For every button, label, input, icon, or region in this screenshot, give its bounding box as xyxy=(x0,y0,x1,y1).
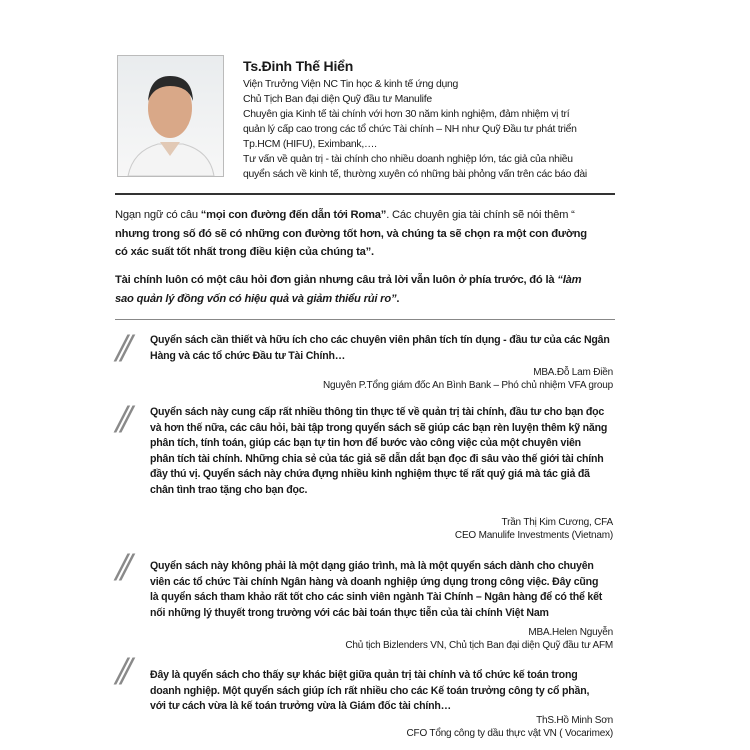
quote-attribution xyxy=(407,714,613,740)
quote-text xyxy=(150,405,615,499)
quote-line: nối những lý thuyết trong trường với các bài toán thực tiễn của tài chính Việt Nam xyxy=(150,606,549,619)
author-name: Ts.Đinh Thế Hiển xyxy=(243,58,354,74)
intro-text: Ngạn ngữ có câu xyxy=(115,209,201,221)
intro-highlight: “làm xyxy=(557,274,582,286)
divider xyxy=(115,193,615,195)
attribution-title: Nguyên P.Tổng giám đốc An Bình Bank – Phó chủ nhiệm VFA group xyxy=(322,380,613,391)
quote-attribution xyxy=(345,626,613,652)
intro-paragraph-2 xyxy=(115,271,640,308)
quote-line: chân tình trao tặng cho bạn đọc. xyxy=(150,483,308,496)
quote-line: phân tích tài chính. Những chia sẻ của tác giả sẽ dẫn dắt bạn đọc đi sâu vào thế giới tài chính xyxy=(150,452,604,465)
quote-text xyxy=(150,668,615,715)
attribution-name: Trần Thị Kim Cương, CFA xyxy=(501,517,613,528)
intro-highlight: “mọi con đường đến dẫn tới Roma” xyxy=(200,209,387,221)
intro-paragraph-1 xyxy=(115,206,640,262)
quote-line: với tư cách vừa là kế toán trưởng vừa là Giám đốc tài chính… xyxy=(150,700,452,713)
intro-highlight: sao quản lý đồng vốn có hiệu quả và giảm thiểu rủi ro” xyxy=(115,292,397,305)
quote-line: Quyển sách này không phải là một dạng giáo trình, mà là một quyển sách dành cho chuyên xyxy=(150,560,594,572)
attribution-name: MBA.Đỗ Lam Điền xyxy=(533,367,613,378)
quote-mark-icon: // xyxy=(116,396,127,441)
quote-attribution xyxy=(455,516,613,542)
quote-line: Quyển sách cần thiết và hữu ích cho các chuyên viên phân tích tín dụng - đầu tư của các Ngân xyxy=(150,334,610,346)
quote-line: viên các tổ chức Tài chính Ngân hàng và doanh nghiệp ứng dụng trong công việc. Đây cũng xyxy=(150,575,599,588)
bio-line: Viện Trưởng Viện NC Tin học & kinh tế ứng dụng xyxy=(243,79,459,90)
intro-text: Tài chính luôn có một câu hỏi đơn giản nhưng câu trả lời vẫn luôn ở phía trước, đó là xyxy=(115,274,558,286)
quote-mark-icon: // xyxy=(116,648,127,693)
intro-text: có xác suất tốt nhất trong điều kiện của chúng ta”. xyxy=(115,246,374,258)
bio-line: quản lý cấp cao trong các tổ chức Tài chính – NH như Quỹ Đầu tư phát triển xyxy=(243,124,577,135)
divider xyxy=(115,319,615,320)
intro-text: . xyxy=(396,292,400,305)
attribution-name: MBA.Helen Nguyễn xyxy=(528,627,613,638)
bio-line: Tư vấn về quản trị - tài chính cho nhiều doanh nghiệp lớn, tác giả của nhiều xyxy=(243,154,573,165)
quote-mark-icon: // xyxy=(116,544,127,589)
intro-text: nhưng trong số đó sẽ có những con đường tốt hơn, và chúng ta sẽ chọn ra một con đường xyxy=(115,227,587,240)
quote-mark-icon: // xyxy=(116,325,127,370)
author-portrait-image xyxy=(118,56,223,176)
quote-line: là quyển sách tham khảo rất tốt cho các sinh viên ngành Tài Chính – Ngân hàng để có thể kết xyxy=(150,591,603,604)
attribution-title: CEO Manulife Investments (Vietnam) xyxy=(454,530,613,541)
quote-text xyxy=(150,333,615,364)
attribution-title: CFO Tổng công ty dầu thực vật VN ( Vocarimex) xyxy=(406,728,613,739)
author-bio xyxy=(243,77,623,182)
quote-line: phân tích, tính toán, giúp các bạn tự tin hơn để bước vào công việc của một chuyên viên xyxy=(150,437,581,450)
quote-line: Hàng và các tổ chức Đầu tư Tài Chính… xyxy=(150,349,346,362)
quote-attribution xyxy=(323,366,613,392)
quote-line: doanh nghiệp. Một quyển sách giúp ích rất nhiều cho các Kế toán trưởng công ty cổ phần, xyxy=(150,684,590,697)
quote-line: Đây là quyển sách cho thấy sự khác biệt giữa quản trị tài chính và tổ chức kế toán trong xyxy=(150,669,578,681)
bio-line: Chuyên gia Kinh tế tài chính với hơn 30 năm kinh nghiệm, đảm nhiệm vị trí xyxy=(243,109,570,120)
bio-line: Tp.HCM (HIFU), Eximbank,…. xyxy=(243,139,377,150)
bio-line: Chủ Tịch Ban đại diện Quỹ đầu tư Manulife xyxy=(243,94,432,105)
author-photo xyxy=(117,55,224,177)
bio-line: quyển sách về kinh tế, thường xuyên có những bài phỏng vấn trên các báo đài xyxy=(243,169,587,180)
attribution-title: Chủ tịch Bizlenders VN, Chủ tịch Ban đại diện Quỹ đầu tư AFM xyxy=(345,640,613,651)
quote-line: Quyển sách này cung cấp rất nhiều thông tin thực tế về quản trị tài chính, đầu tư cho bạn đọc xyxy=(150,406,605,418)
quote-line: và hơn thế nữa, các câu hỏi, bài tập trong quyển sách sẽ giúp các bạn rèn luyện thêm kỹ năng xyxy=(150,421,608,434)
quote-line: đầy thú vị. Quyển sách này chứa đựng nhiều kinh nghiệm thực tế rất quý giá mà tác giả đã xyxy=(150,468,590,481)
quote-text xyxy=(150,559,615,621)
attribution-name: ThS.Hồ Minh Sơn xyxy=(536,715,613,726)
intro-text: . Các chuyên gia tài chính sẽ nói thêm “ xyxy=(386,209,575,221)
